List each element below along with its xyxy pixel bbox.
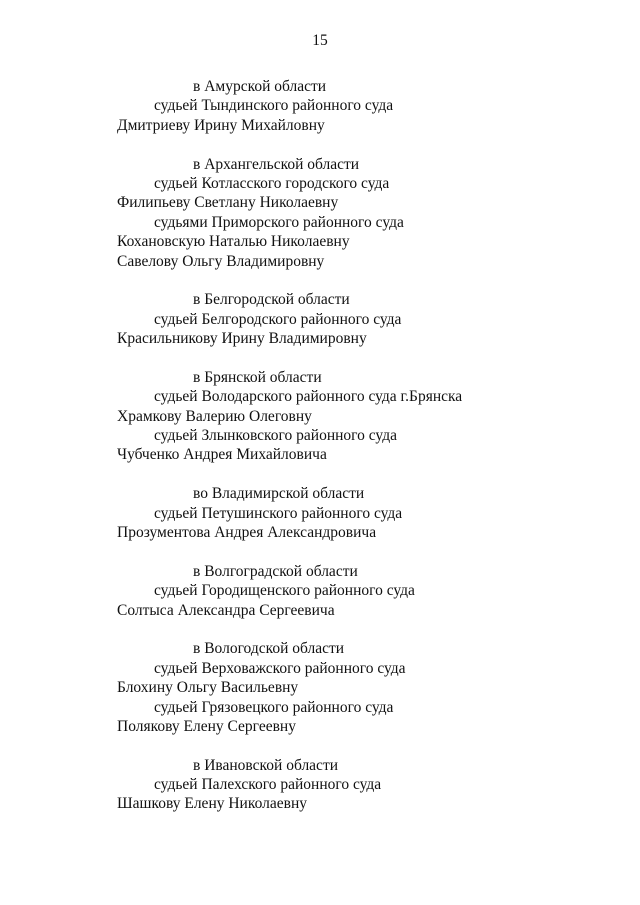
section-spacer: [117, 271, 597, 290]
section-spacer: [117, 542, 597, 561]
judge-name: Храмкову Валерию Олеговну: [117, 407, 312, 425]
court-appointment: судьей Володарского районного суда г.Брянска: [154, 388, 463, 406]
judge-name: Савелову Ольгу Владимировну: [117, 252, 325, 270]
section-spacer: [117, 465, 597, 484]
section-spacer: [117, 736, 597, 755]
court-appointment: судьей Тындинского районного суда: [154, 97, 394, 115]
region-heading: в Брянской области: [193, 368, 322, 386]
judge-name: Чубченко Андрея Михайловича: [117, 446, 327, 464]
page-number: 15: [312, 32, 328, 49]
region-section: [117, 756, 597, 814]
section-spacer: [117, 135, 597, 154]
court-appointment: судьей Городищенского районного суда: [154, 582, 415, 600]
judge-name: Дмитриеву Ирину Михайловну: [117, 116, 325, 134]
judge-name: Красильникову Ирину Владимировну: [117, 330, 367, 348]
section-spacer: [117, 620, 597, 639]
region-heading: в Ивановской области: [193, 756, 339, 774]
court-appointment: судьей Злынковского районного суда: [154, 427, 397, 445]
court-appointment: судьей Петушинского районного суда: [154, 504, 403, 522]
judge-name: Солтыса Александра Сергеевича: [117, 601, 335, 619]
region-section: [117, 368, 597, 465]
court-appointment: судьями Приморского районного суда: [154, 213, 404, 231]
judge-name: Блохину Ольгу Васильевну: [117, 679, 299, 697]
region-heading: в Вологодской области: [193, 640, 345, 658]
court-appointment: судьей Верховажского районного суда: [154, 659, 406, 677]
region-section: [117, 639, 597, 736]
region-section: [117, 77, 597, 135]
judge-name: Прозументова Андрея Александровича: [117, 523, 377, 541]
court-appointment: судьей Палехского районного суда: [154, 776, 382, 794]
judge-name: Филипьеву Светлану Николаевну: [117, 194, 339, 212]
document-body: [117, 77, 597, 814]
judge-name: Полякову Елену Сергеевну: [117, 717, 296, 735]
region-section: [117, 155, 597, 271]
judge-name: Шашкову Елену Николаевну: [117, 795, 307, 813]
section-spacer: [117, 348, 597, 367]
region-heading: в Волгоградской области: [193, 562, 358, 580]
region-section: [117, 290, 597, 348]
court-appointment: судьей Грязовецкого районного суда: [154, 698, 394, 716]
region-heading: в Архангельской области: [193, 155, 360, 173]
court-appointment: судьей Белгородского районного суда: [154, 310, 402, 328]
region-heading: во Владимирской области: [193, 485, 365, 503]
region-section: [117, 484, 597, 542]
region-heading: в Белгородской области: [193, 291, 350, 309]
region-section: [117, 562, 597, 620]
judge-name: Кохановскую Наталью Николаевну: [117, 233, 350, 251]
court-appointment: судьей Котласского городского суда: [154, 174, 390, 192]
region-heading: в Амурской области: [193, 78, 327, 95]
